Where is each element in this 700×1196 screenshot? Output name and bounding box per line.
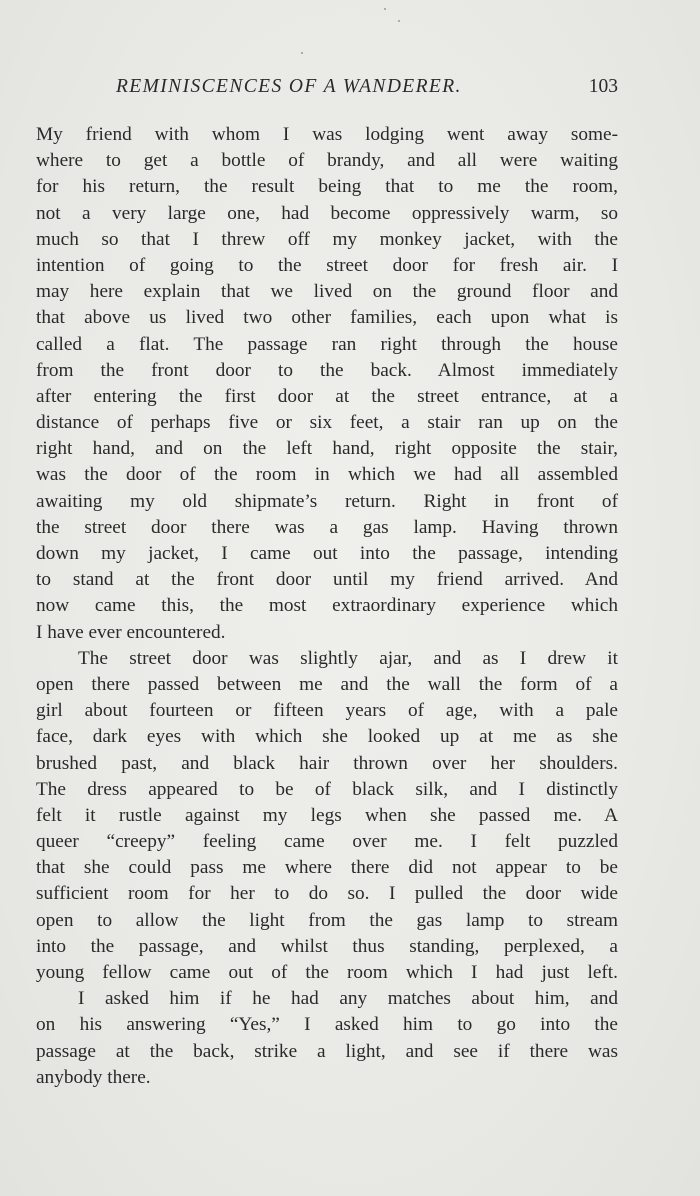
text-line: I have ever encountered.: [36, 621, 226, 643]
text-line: The dress appeared to be of black silk, and I distinctly: [36, 778, 618, 800]
text-line: on his answering “Yes,” I asked him to go into the: [36, 1014, 618, 1036]
paper-speck: [398, 20, 400, 22]
text-line: much so that I threw off my monkey jacket, with the: [36, 228, 618, 250]
text-line: that she could pass me where there did not appear to be: [36, 857, 618, 879]
page-number: 103: [588, 76, 618, 97]
text-line: passage at the back, strike a light, and see if there was: [36, 1040, 618, 1062]
text-line: right hand, and on the left hand, right opposite the stair,: [36, 438, 618, 460]
text-line: down my jacket, I came out into the passage, intending: [36, 543, 618, 564]
text-line: called a flat. The passage ran right through the house: [36, 333, 618, 355]
text-line: I asked him if he had any matches about him, and: [78, 988, 618, 1010]
text-line: was the door of the room in which we had all assembled: [36, 464, 618, 486]
text-line: not a very large one, had become oppressively warm, so: [36, 202, 618, 224]
text-line: sufficient room for her to do so. I pulled the door wide: [36, 883, 618, 905]
text-line: distance of perhaps five or six feet, a stair ran up on the: [36, 412, 618, 434]
paper-speck: [301, 52, 303, 54]
text-line: that above us lived two other families, each upon what is: [36, 307, 618, 329]
running-header: [36, 76, 618, 102]
text-line: where to get a bottle of brandy, and all were waiting: [36, 150, 618, 172]
paragraph: [36, 986, 618, 1091]
text-line: from the front door to the back. Almost immediately: [36, 359, 618, 381]
paper-speck: [384, 8, 386, 10]
text-line: The street door was slightly ajar, and as I drew it: [78, 647, 618, 669]
text-line: young fellow came out of the room which I had just left.: [36, 962, 618, 983]
text-line: open there passed between me and the wall the form of a: [36, 673, 618, 695]
paragraph: [36, 646, 618, 986]
text-line: felt it rustle against my legs when she passed me. A: [36, 804, 618, 826]
text-line: now came this, the most extraordinary experience which: [36, 595, 618, 617]
text-line: queer “creepy” feeling came over me. I felt puzzled: [36, 831, 618, 853]
text-line: brushed past, and black hair thrown over her shoulders.: [36, 752, 618, 774]
running-title: REMINISCENCES OF A WANDERER.: [116, 76, 462, 97]
text-line: the street door there was a gas lamp. Having thrown: [36, 516, 618, 538]
text-line: to stand at the front door until my friend arrived. And: [36, 569, 618, 591]
text-line: open to allow the light from the gas lamp to stream: [36, 909, 618, 931]
text-line: face, dark eyes with which she looked up at me as she: [36, 726, 618, 748]
text-line: for his return, the result being that to me the room,: [36, 176, 618, 198]
text-line: intention of going to the street door for fresh air. I: [36, 254, 618, 276]
text-line: awaiting my old shipmate’s return. Right in front of: [36, 490, 618, 512]
text-line: girl about fourteen or fifteen years of age, with a pale: [36, 700, 618, 722]
body-text: [36, 122, 618, 1091]
text-line: into the passage, and whilst thus standing, perplexed, a: [36, 935, 618, 957]
text-line: anybody there.: [36, 1066, 151, 1088]
paragraph: [36, 122, 618, 646]
text-line: My friend with whom I was lodging went away some-: [36, 124, 618, 145]
text-line: may here explain that we lived on the ground floor and: [36, 281, 618, 303]
text-line: after entering the first door at the street entrance, at a: [36, 385, 618, 407]
